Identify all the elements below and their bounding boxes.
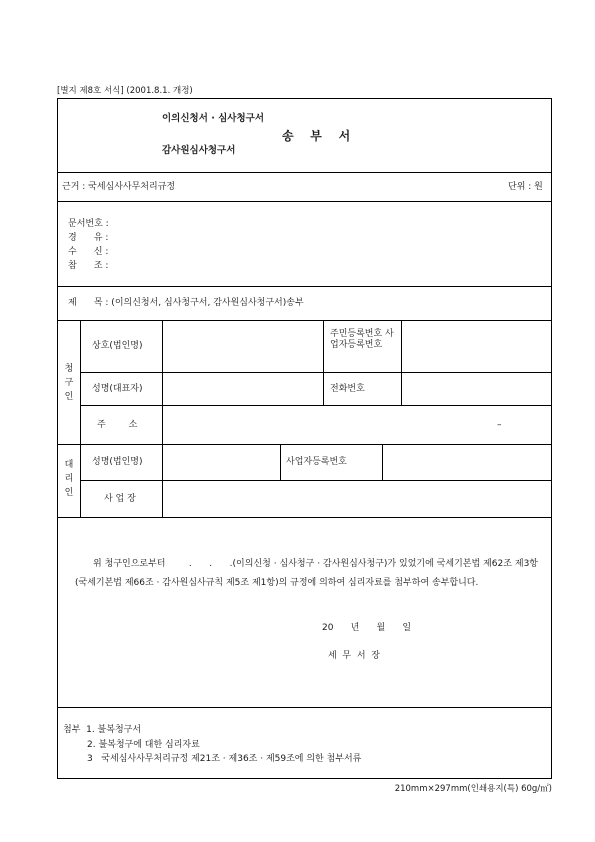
- office-signature: 세 무 서 장: [328, 651, 380, 661]
- agent-name-label: 성명(법인명): [92, 457, 143, 467]
- page-title: 송 부 서: [282, 129, 351, 143]
- attachment-2: 2. 불복청구에 대한 심리자료: [87, 740, 200, 750]
- divider: [80, 480, 552, 481]
- cell-border: [401, 320, 402, 405]
- attachment-1: 첨부 1. 불복청구서: [63, 725, 142, 735]
- attachment-3: 3 국세심사사무처리규정 제21조 · 제36조 · 제59조에 의한 첨부서류: [87, 754, 362, 764]
- divider: [57, 172, 552, 173]
- trade-name-label: 상호(법인명): [92, 341, 143, 351]
- representative-name-label: 성명(대표자): [92, 384, 143, 394]
- via-field[interactable]: 경 유 :: [68, 233, 109, 243]
- agent-business-number-label: 사업자등록번호: [286, 457, 347, 467]
- divider: [57, 201, 552, 202]
- date-line: 20 년 월 일: [322, 623, 412, 633]
- divider: [57, 517, 552, 518]
- agent-group-label: 대리인: [64, 460, 74, 498]
- cell-border: [162, 320, 163, 444]
- address-label: 주 소: [97, 420, 138, 430]
- recipient-field[interactable]: 수 신 :: [68, 247, 109, 257]
- title-line1: 이의신청서 · 심사청구서: [162, 113, 264, 124]
- basis-label: 근거 : 국세심사사무처리규정: [62, 182, 176, 192]
- divider: [57, 286, 552, 287]
- title-line2: 감사원심사청구서: [162, 145, 236, 156]
- reference-field[interactable]: 참 조 :: [68, 261, 109, 271]
- divider: [57, 320, 552, 321]
- form-header: [별지 제8호 서식] (2001.8.1. 개정): [57, 86, 193, 96]
- subject-field[interactable]: 제 목 : (이의신청서, 심사청구서, 감사원심사청구서)송부: [68, 298, 304, 308]
- claimant-group-label: 청구인: [64, 364, 74, 402]
- cell-border: [80, 444, 81, 517]
- cell-border: [280, 444, 281, 480]
- transmittal-paragraph: 위 청구인으로부터 . . .(이의신청 · 심사청구 · 감사원심사청구)가 있었기에 국세기본법 제62조 제3항(국세기본법 제66조 · 감사원심사규칙 제5조 제1항)의 규정에 의하여 심리자료를 첨부하여 송부합니다.: [75, 559, 538, 588]
- cell-border: [80, 320, 81, 444]
- address-dash: –: [497, 420, 502, 430]
- doc-number-field[interactable]: 문서번호 :: [68, 219, 109, 229]
- cell-border: [382, 444, 383, 480]
- registration-number-label: 주민등록번호 사업자등록번호: [330, 329, 394, 350]
- cell-border: [323, 320, 324, 405]
- divider: [57, 707, 552, 708]
- divider: [80, 405, 552, 406]
- cell-border: [162, 444, 163, 517]
- unit-label: 단위 : 원: [508, 182, 543, 192]
- agent-office-label: 사 업 장: [104, 494, 136, 504]
- divider: [57, 444, 552, 445]
- paper-spec: 210mm×297mm(인쇄용지(특) 60g/㎡): [394, 784, 552, 794]
- phone-label: 전화번호: [330, 384, 365, 394]
- divider: [80, 372, 552, 373]
